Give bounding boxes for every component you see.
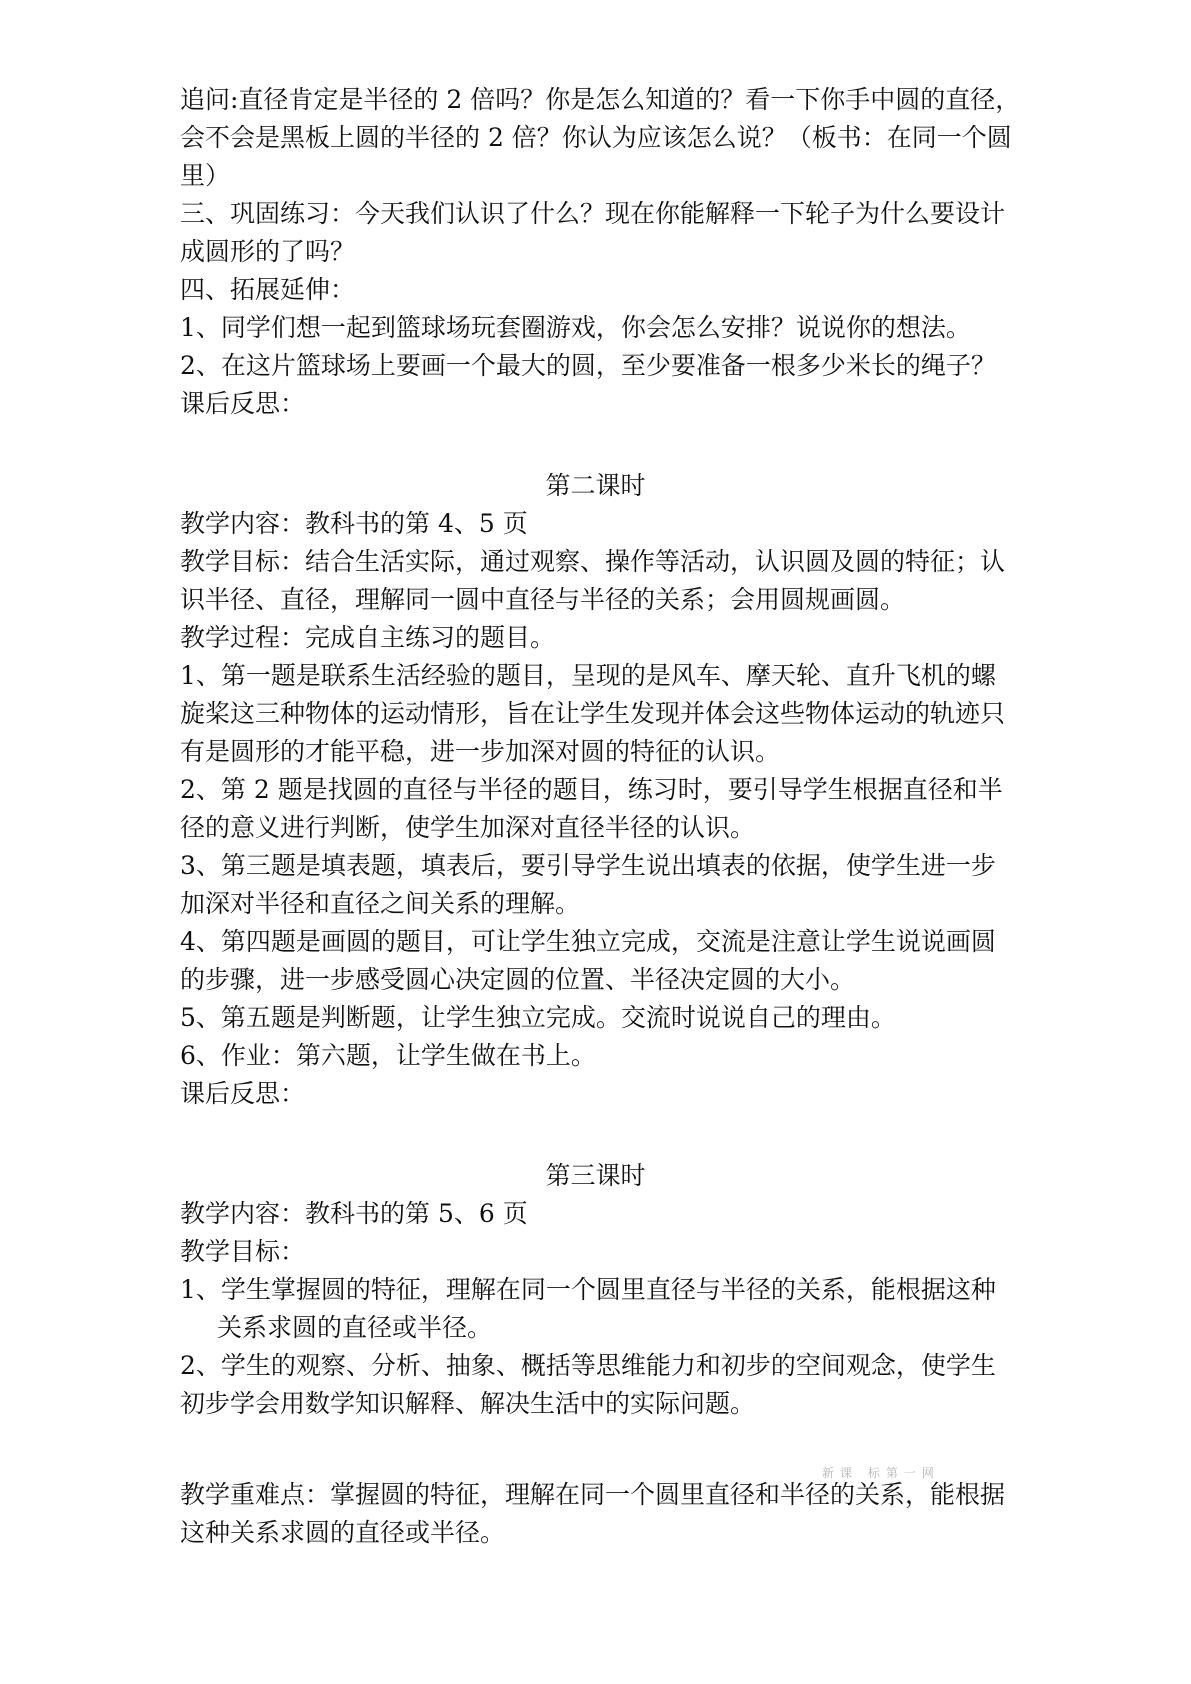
text-line: 教学目标：结合生活实际，通过观察、操作等活动，认识圆及圆的特征；认 [180,547,1006,576]
text-line: 教学内容：教科书的第 5、6 页 [180,1199,528,1228]
text-line: 的步骤，进一步感受圆心决定圆的位置、半径决定圆的大小。 [180,965,856,994]
text-line: 会不会是黑板上圆的半径的 2 倍？你认为应该怎么说？（板书：在同一个圆 [180,123,1012,152]
text-line: 教学过程：完成自主练习的题目。 [180,623,556,652]
text-line: 初步学会用数学知识解释、解决生活中的实际问题。 [180,1389,756,1418]
text-line: 成圆形的了吗？ [180,237,356,266]
text-line: 识半径、直径，理解同一圆中直径与半径的关系；会用圆规画圆。 [180,585,906,614]
text-line: 教学内容：教科书的第 4、5 页 [180,509,528,538]
text-line: 追问:直径肯定是半径的 2 倍吗？你是怎么知道的？看一下你手中圆的直径， [180,85,1021,114]
text-line: 关系求圆的直径或半径。 [217,1313,493,1342]
text-line: 这种关系求圆的直径或半径。 [180,1518,506,1547]
text-line: 有是圆形的才能平稳，进一步加深对圆的特征的认识。 [180,737,781,766]
text-line: 6、作业：第六题，让学生做在书上。 [180,1041,596,1070]
watermark: 新课 标第一网 [822,1466,940,1480]
text-line: 2、第 2 题是找圆的直径与半径的题目，练习时，要引导学生根据直径和半 [180,775,1003,804]
text-line: 教学重难点：掌握圆的特征，理解在同一个圆里直径和半径的关系，能根据 [180,1480,1006,1509]
text-line: 课后反思： [180,1079,306,1108]
text-line: 旋桨这三种物体的运动情形，旨在让学生发现并体会这些物体运动的轨迹只 [180,699,1006,728]
text-line: 3、第三题是填表题，填表后，要引导学生说出填表的依据，使学生进一步 [180,851,996,880]
text-line: 4、第四题是画圆的题目，可让学生独立完成，交流是注意让学生说说画圆 [180,927,996,956]
section-heading: 第二课时 [545,471,646,500]
text-line: 教学目标： [180,1237,306,1266]
section-heading: 第三课时 [545,1161,646,1190]
text-line: 1、学生掌握圆的特征，理解在同一个圆里直径与半径的关系，能根据这种 [180,1275,996,1304]
text-line: 加深对半径和直径之间关系的理解。 [180,889,581,918]
text-line: 三、巩固练习：今天我们认识了什么？现在你能解释一下轮子为什么要设计 [180,199,1006,228]
text-line: 四、拓展延伸： [180,275,356,304]
text-line: 课后反思： [180,389,306,418]
text-line: 径的意义进行判断，使学生加深对直径半径的认识。 [180,813,756,842]
text-line: 2、在这片篮球场上要画一个最大的圆，至少要准备一根多少米长的绳子？ [180,351,996,380]
text-line: 里） [180,161,231,190]
text-line: 2、学生的观察、分析、抽象、概括等思维能力和初步的空间观念，使学生 [180,1351,996,1380]
text-line: 1、第一题是联系生活经验的题目，呈现的是风车、摩天轮、直升飞机的螺 [180,661,996,690]
text-line: 5、第五题是判断题，让学生独立完成。交流时说说自己的理由。 [180,1003,896,1032]
text-line: 1、同学们想一起到篮球场玩套圈游戏，你会怎么安排？说说你的想法。 [180,313,971,342]
